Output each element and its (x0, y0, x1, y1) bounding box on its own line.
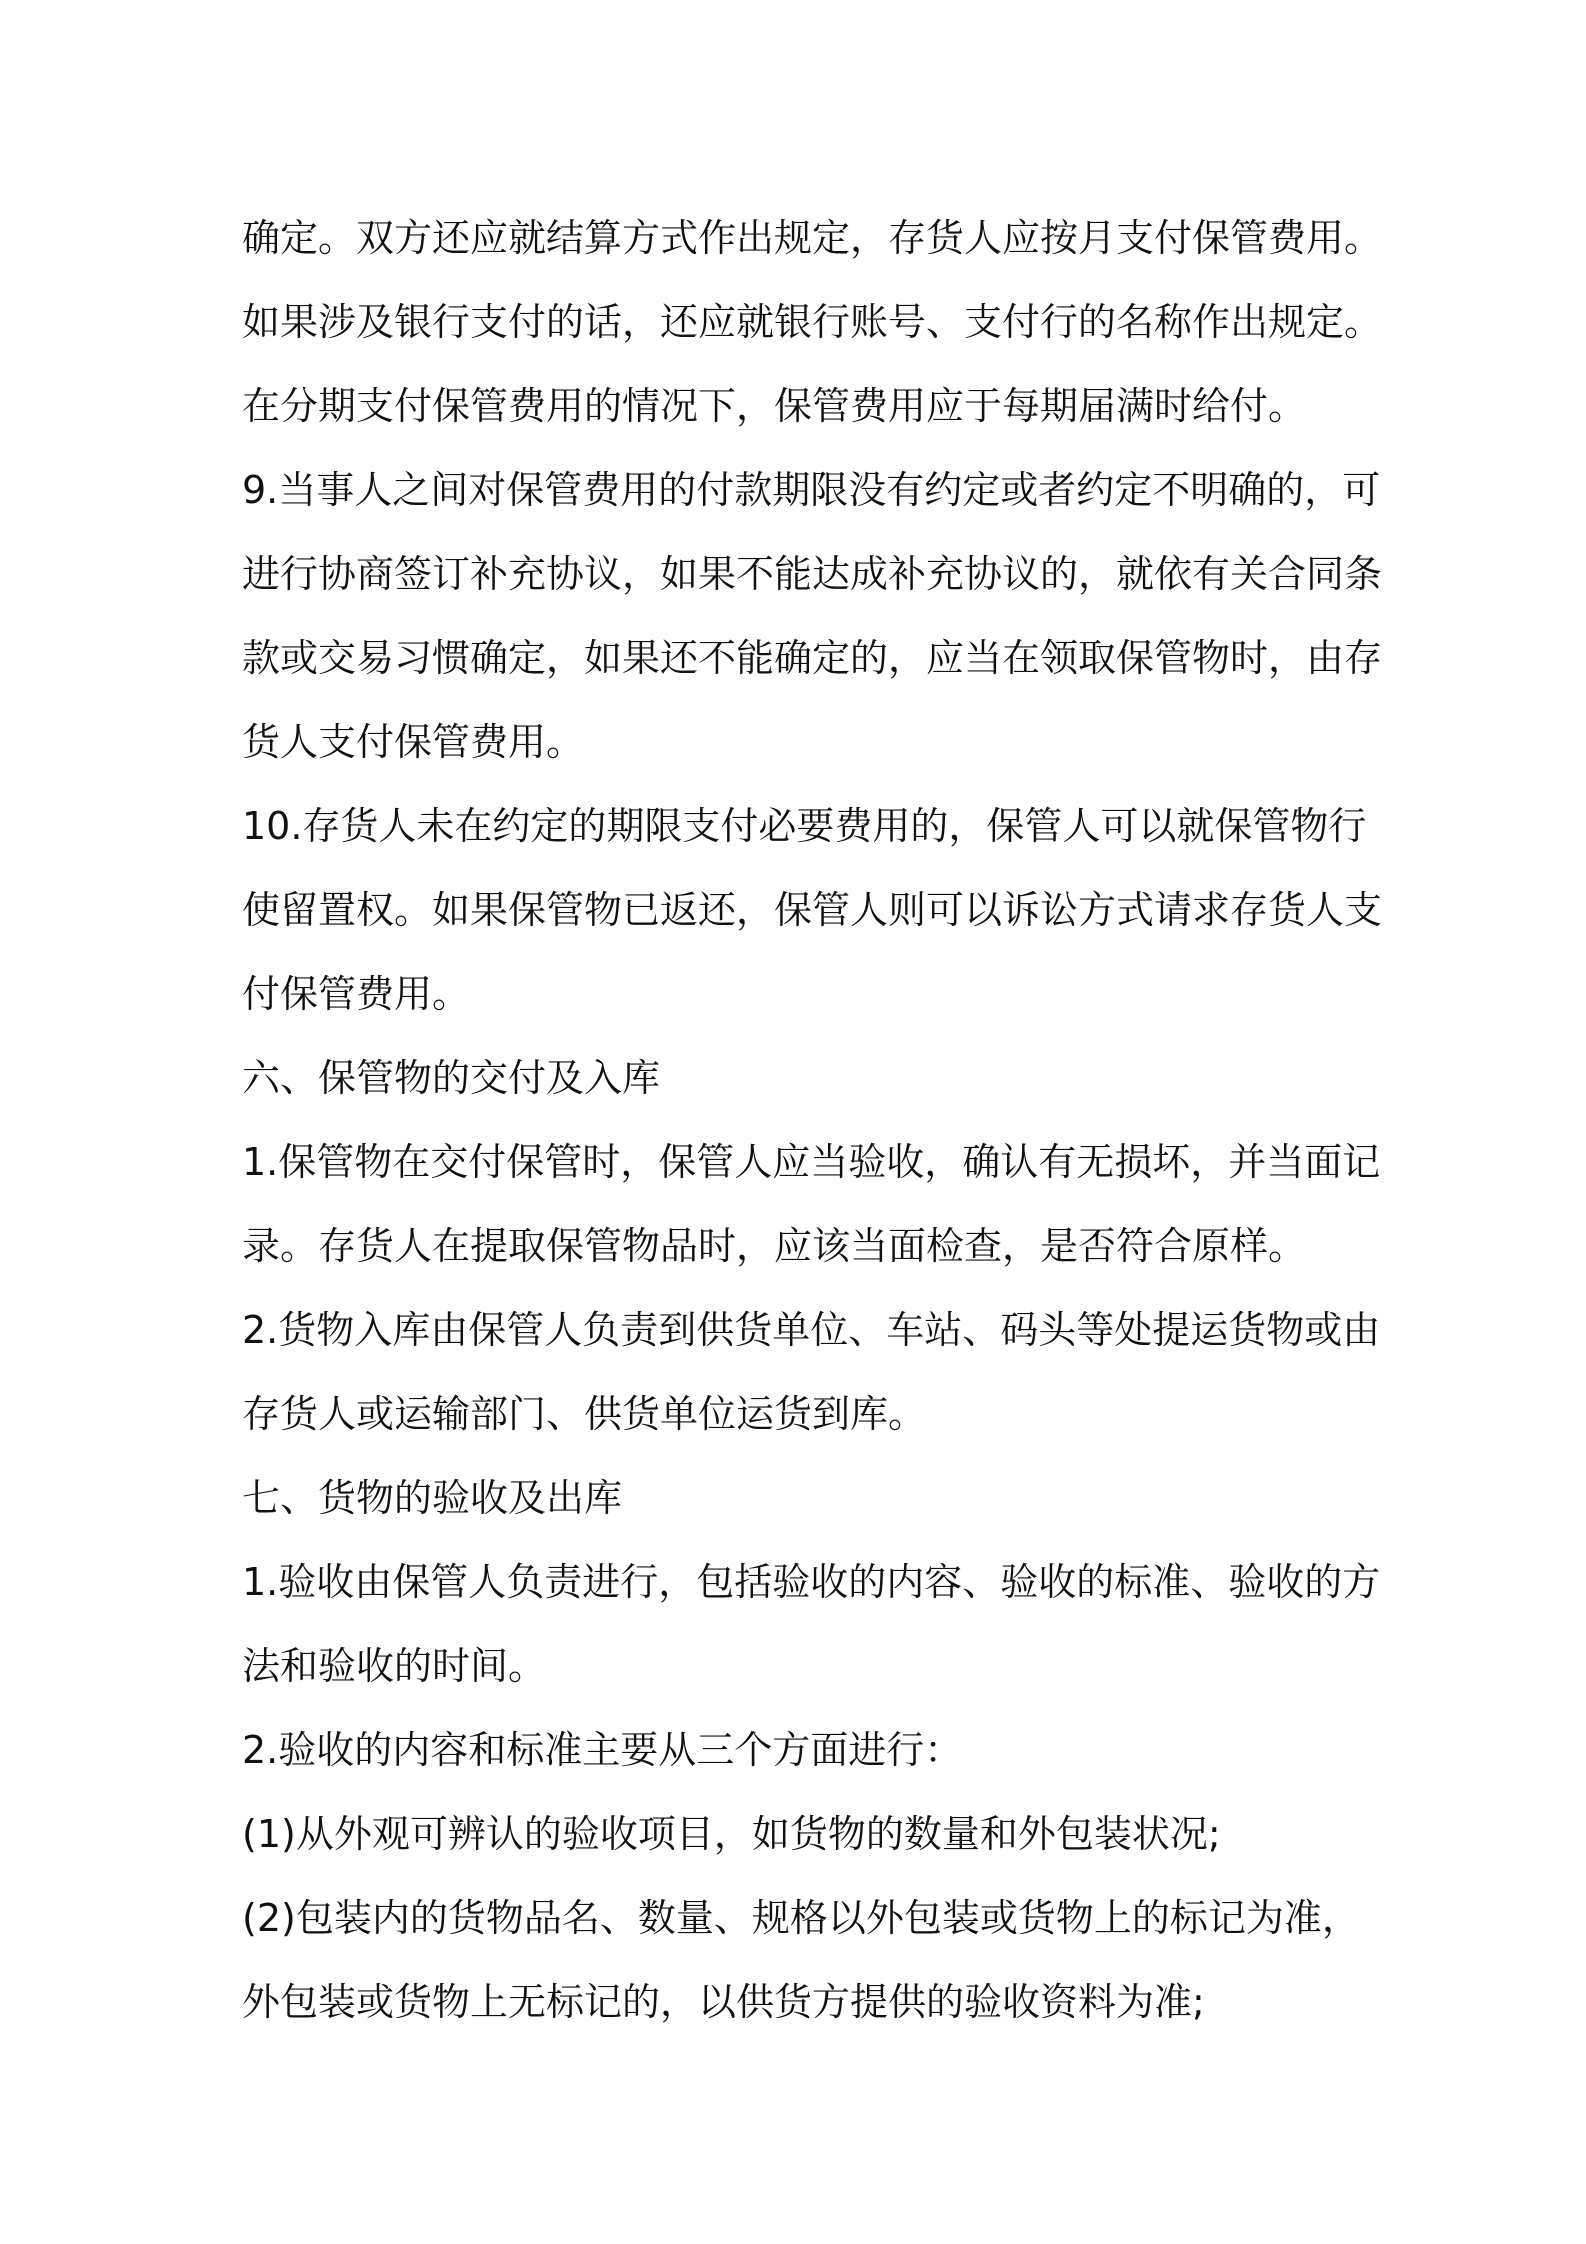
document-body (242, 196, 1383, 2044)
text-line: 款或交易习惯确定，如果还不能确定的，应当在领取保管物时，由存 (242, 636, 1383, 680)
text-line: 法和验收的时间。 (242, 1644, 547, 1688)
text-line: (2)包装内的货物品名、数量、规格以外包装或货物上的标记为准， (242, 1896, 1360, 1940)
text-line: (1)从外观可辨认的验收项目，如货物的数量和外包装状况; (242, 1812, 1221, 1856)
text-line: 在分期支付保管费用的情况下，保管费用应于每期届满时给付。 (242, 384, 1307, 428)
text-line: 进行协商签订补充协议，如果不能达成补充协议的，就依有关合同条 (242, 552, 1383, 596)
text-line: 使留置权。如果保管物已返还，保管人则可以诉讼方式请求存货人支 (242, 888, 1383, 932)
text-line: 录。存货人在提取保管物品时，应该当面检查，是否符合原样。 (242, 1224, 1307, 1268)
text-line: 货人支付保管费用。 (242, 720, 585, 764)
text-line: 1.验收由保管人负责进行，包括验收的内容、验收的标准、验收的方 (242, 1560, 1381, 1604)
text-line: 10.存货人未在约定的期限支付必要费用的，保管人可以就保管物行 (242, 804, 1367, 848)
text-line: 确定。双方还应就结算方式作出规定，存货人应按月支付保管费用。 (242, 216, 1383, 260)
text-line: 2.验收的内容和标准主要从三个方面进行： (242, 1728, 963, 1772)
text-line: 如果涉及银行支付的话，还应就银行账号、支付行的名称作出规定。 (242, 300, 1383, 344)
text-line: 9.当事人之间对保管费用的付款期限没有约定或者约定不明确的，可 (242, 468, 1381, 512)
text-line: 外包装或货物上无标记的，以供货方提供的验收资料为准; (242, 1980, 1205, 2024)
text-line: 2.货物入库由保管人负责到供货单位、车站、码头等处提运货物或由 (242, 1308, 1381, 1352)
section-heading: 七、货物的验收及出库 (242, 1476, 623, 1520)
text-line: 1.保管物在交付保管时，保管人应当验收，确认有无损坏，并当面记 (242, 1140, 1381, 1184)
text-line: 付保管费用。 (242, 972, 471, 1016)
section-heading: 六、保管物的交付及入库 (242, 1056, 661, 1100)
text-line: 存货人或运输部门、供货单位运货到库。 (242, 1392, 927, 1436)
